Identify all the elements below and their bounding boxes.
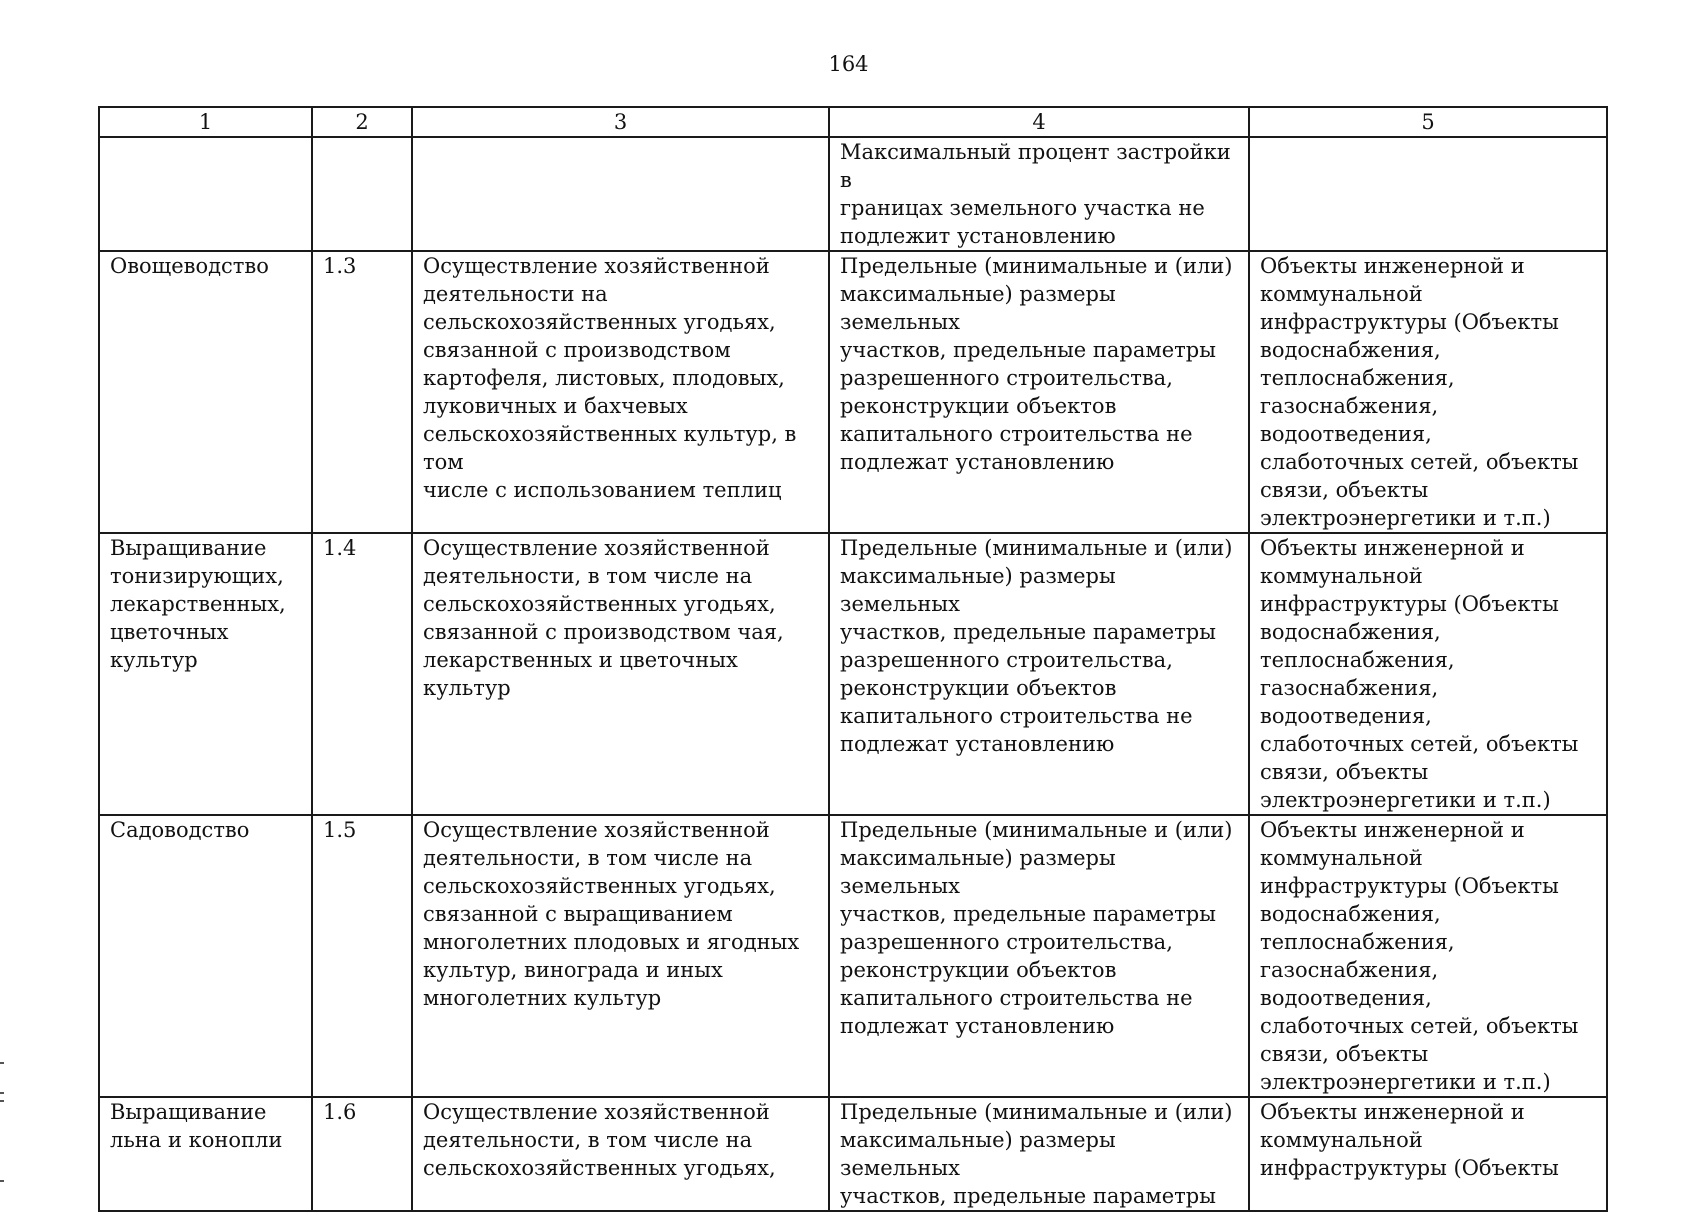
use-type-code: 1.4 — [312, 533, 412, 815]
use-type-code: 1.5 — [312, 815, 412, 1097]
use-type-parameters: Предельные (минимальные и (или) максимальные) размеры земельных участков, предельные параметры разрешенного строительства, реконструкции объектов капитального строительства не подлежат установлению — [829, 815, 1249, 1097]
use-type-name: Выращивание льна и конопли — [99, 1097, 312, 1211]
table-row — [99, 1097, 1607, 1211]
table-row — [99, 815, 1607, 1097]
table-row — [99, 251, 1607, 533]
use-type-auxiliary: Объекты инженерной и коммунальной инфраструктуры (Объекты водоснабжения, теплоснабжения, газоснабжения, водоотведения, слаботочных сетей, объекты связи, объекты электроэнергетики и т.п.) — [1249, 815, 1607, 1097]
use-type-parameters: Предельные (минимальные и (или) максимальные) размеры земельных участков, предельные параметры разрешенного строительства, реконструкции объектов капитального строительства не подлежат установлению — [829, 533, 1249, 815]
use-type-description: Осуществление хозяйственной деятельности, в том числе на сельскохозяйственных угодьях, связанной с производством чая, лекарственных и цветочных культур — [412, 533, 829, 815]
table-row — [99, 533, 1607, 815]
land-use-table — [98, 106, 1608, 1212]
use-type-description: Осуществление хозяйственной деятельности, в том числе на сельскохозяйственных угодьях, связанной с выращиванием многолетних плодовых и ягодных культур, винограда и иных многолетних культур — [412, 815, 829, 1097]
use-type-parameters: Предельные (минимальные и (или) максимальные) размеры земельных участков, предельные параметры — [829, 1097, 1249, 1211]
use-type-description — [412, 137, 829, 251]
use-type-parameters: Максимальный процент застройки в границах земельного участка не подлежит установлению — [829, 137, 1249, 251]
use-type-code — [312, 137, 412, 251]
scan-margin-mark — [0, 1100, 4, 1102]
use-type-name — [99, 137, 312, 251]
use-type-name: Выращивание тонизирующих, лекарственных, цветочных культур — [99, 533, 312, 815]
use-type-name: Садоводство — [99, 815, 312, 1097]
column-header: 1 — [99, 107, 312, 137]
use-type-description: Осуществление хозяйственной деятельности, в том числе на сельскохозяйственных угодьях, — [412, 1097, 829, 1211]
use-type-auxiliary: Объекты инженерной и коммунальной инфраструктуры (Объекты водоснабжения, теплоснабжения, газоснабжения, водоотведения, слаботочных сетей, объекты связи, объекты электроэнергетики и т.п.) — [1249, 251, 1607, 533]
column-header: 3 — [412, 107, 829, 137]
use-type-parameters: Предельные (минимальные и (или) максимальные) размеры земельных участков, предельные параметры разрешенного строительства, реконструкции объектов капитального строительства не подлежат установлению — [829, 251, 1249, 533]
use-type-auxiliary: Объекты инженерной и коммунальной инфраструктуры (Объекты водоснабжения, теплоснабжения, газоснабжения, водоотведения, слаботочных сетей, объекты связи, объекты электроэнергетики и т.п.) — [1249, 533, 1607, 815]
scan-margin-mark — [0, 1092, 4, 1094]
page-number: 164 — [828, 52, 869, 76]
table-header-row — [99, 107, 1607, 137]
scan-margin-mark — [0, 1062, 4, 1064]
table-row — [99, 137, 1607, 251]
use-type-auxiliary: Объекты инженерной и коммунальной инфраструктуры (Объекты — [1249, 1097, 1607, 1211]
use-type-auxiliary — [1249, 137, 1607, 251]
column-header: 5 — [1249, 107, 1607, 137]
scan-margin-mark — [0, 1180, 4, 1182]
column-header: 4 — [829, 107, 1249, 137]
use-type-code: 1.6 — [312, 1097, 412, 1211]
use-type-code: 1.3 — [312, 251, 412, 533]
column-header: 2 — [312, 107, 412, 137]
use-type-name: Овощеводство — [99, 251, 312, 533]
use-type-description: Осуществление хозяйственной деятельности на сельскохозяйственных угодьях, связанной с производством картофеля, листовых, плодовых, луковичных и бахчевых сельскохозяйственных культур, в том числе с использованием теплиц — [412, 251, 829, 533]
